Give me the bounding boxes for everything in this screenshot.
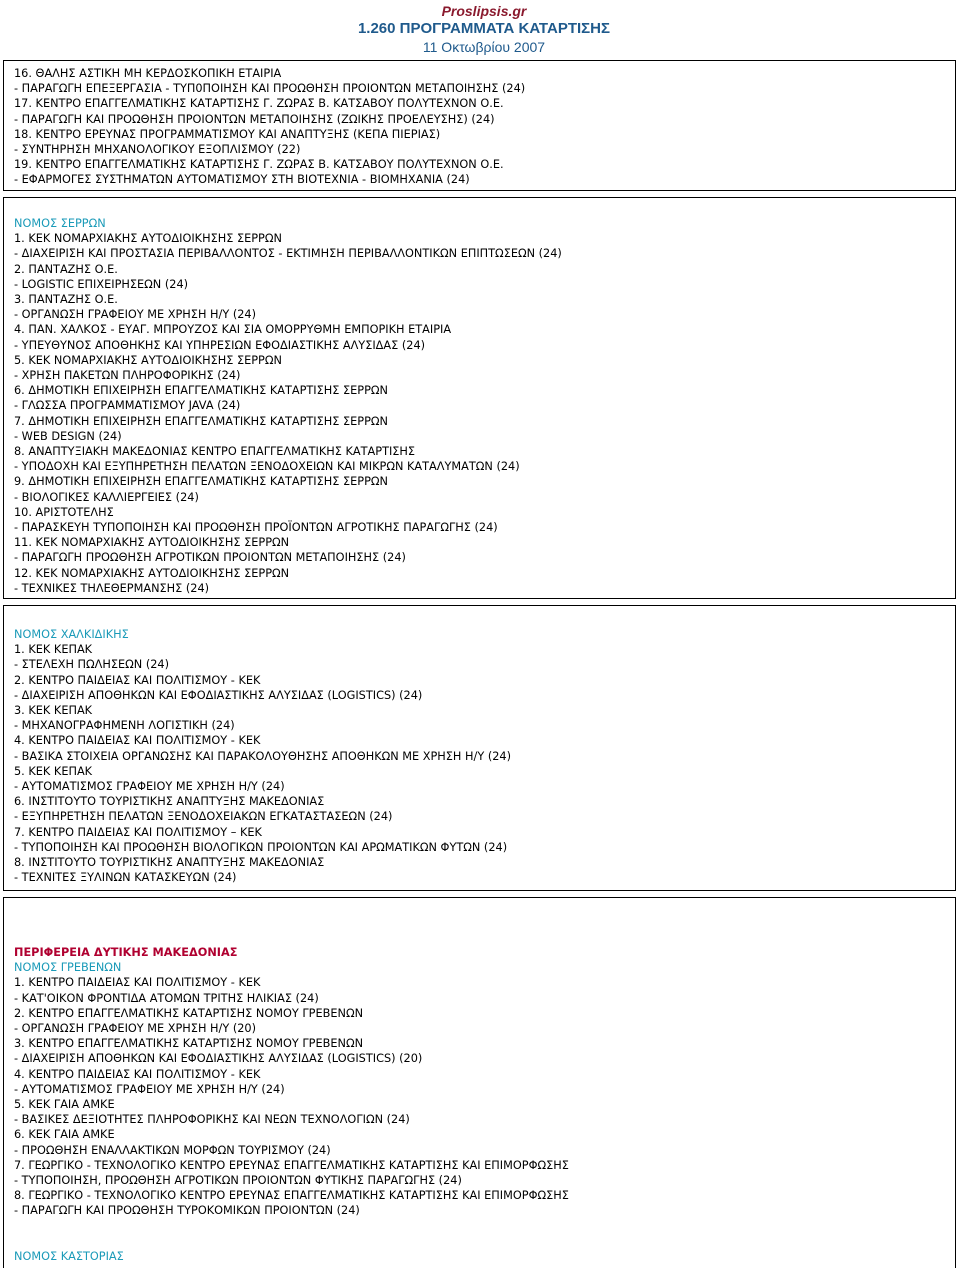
list-item: - ΠΑΡΑΓΩΓΗ ΕΠΕΞΕΡΓΑΣΙΑ - ΤΥΠ0ΠΟΙΗΣΗ ΚΑΙ ΠΡΟΩΘΗΣΗ ΠΡΟΙΟΝΤΩΝ ΜΕΤΑΠΟΙΗΣΗΣ (24) [14,82,526,96]
list-item: - ΟΡΓΑΝΩΣΗ ΓΡΑΦΕΙΟΥ ΜΕ ΧΡΗΣΗ Η/Υ (24) [14,308,257,322]
list-item: - ΕΦΑΡΜΟΓΕΣ ΣΥΣΤΗΜΑΤΩΝ ΑΥΤΟΜΑΤΙΣΜΟΥ ΣΤΗ ΒΙΟΤΕΧΝΙΑ - ΒΙΟΜΗΧΑΝΙΑ (24) [14,173,470,187]
list-item: 4. ΠΑΝ. ΧΑΛΚΟΣ - ΕΥΑΓ. ΜΠΡΟΥΖΟΣ ΚΑΙ ΣΙΑ ΟΜΟΡΡΥΘΜΗ ΕΜΠΟΡΙΚΗ ΕΤΑΙΡΙΑ [14,323,452,337]
list-item: 4. ΚΕΝΤΡΟ ΠΑΙΔΕΙΑΣ ΚΑΙ ΠΟΛΙΤΙΣΜΟΥ - ΚΕΚ [14,1067,261,1081]
list-item: - ΠΑΡΑΓΩΓΗ ΠΡΟΩΘΗΣΗ ΑΓΡΟΤΙΚΩΝ ΠΡΟΙΟΝΤΩΝ ΜΕΤΑΠΟΙΗΣΗΣ (24) [14,551,406,565]
list-item: 5. ΚΕΚ ΚΕΠΑΚ [14,764,93,778]
list-item: - ΕΞΥΠΗΡΕΤΗΣΗ ΠΕΛΑΤΩΝ ΞΕΝΟΔΟΧΕΙΑΚΩΝ ΕΓΚΑΤΑΣΤΑΣΕΩΝ (24) [14,810,393,824]
list-item: 1. ΚΕΝΤΡΟ ΠΑΙΔΕΙΑΣ ΚΑΙ ΠΟΛΙΤΙΣΜΟΥ - ΚΕΚ [14,976,261,990]
prefecture-heading-serres: ΝΟΜΟΣ ΣΕΡΡΩΝ [14,217,106,230]
list-item: 4. ΚΕΝΤΡΟ ΠΑΙΔΕΙΑΣ ΚΑΙ ΠΟΛΙΤΙΣΜΟΥ - ΚΕΚ [14,734,261,748]
list-item: 2. ΚΕΝΤΡΟ ΠΑΙΔΕΙΑΣ ΚΑΙ ΠΟΛΙΤΙΣΜΟΥ - ΚΕΚ [14,673,261,687]
section-frame-continuation [3,60,956,191]
list-item: - ΑΥΤΟΜΑΤΙΣΜΟΣ ΓΡΑΦΕΙΟΥ ΜΕ ΧΡΗΣΗ Η/Υ (24) [14,780,285,794]
list-item: - ΥΠΟΔΟΧΗ ΚΑΙ ΕΞΥΠΗΡΕΤΗΣΗ ΠΕΛΑΤΩΝ ΞΕΝΟΔΟΧΕΙΩΝ ΚΑΙ ΜΙΚΡΩΝ ΚΑΤΑΛΥΜΑΤΩΝ (24) [14,460,520,474]
list-item: - WEB DESIGN (24) [14,429,122,443]
list-item: 7. ΚΕΝΤΡΟ ΠΑΙΔΕΙΑΣ ΚΑΙ ΠΟΛΙΤΙΣΜΟΥ – ΚΕΚ [14,825,262,839]
list-item: 2. ΚΕΝΤΡΟ ΕΠΑΓΓΕΛΜΑΤΙΚΗΣ ΚΑΤΑΡΤΙΣΗΣ ΝΟΜΟΥ ΓΡΕΒΕΝΩΝ [14,1006,364,1020]
list-item: 6. ΙΝΣΤΙΤΟΥΤΟ ΤΟΥΡΙΣΤΙΚΗΣ ΑΝΑΠΤΥΞΗΣ ΜΑΚΕΔΟΝΙΑΣ [14,795,325,809]
list-item: 17. ΚΕΝΤΡΟ ΕΠΑΓΓΕΛΜΑΤΙΚΗΣ ΚΑΤΑΡΤΙΣΗΣ Γ. ΖΩΡΑΣ Β. ΚΑΤΣΑΒΟΥ ΠΟΛΥΤΕΧΝΟΝ Ο.Ε. [14,97,504,111]
list-item: 2. ΠΑΝΤΑΖΗΣ Ο.Ε. [14,262,118,276]
section-frame-serres [3,197,956,599]
list-item: - ΤΕΧΝΙΚΕΣ ΤΗΛΕΘΕΡΜΑΝΣΗΣ (24) [14,581,210,595]
list-item: - ΠΑΡΑΣΚΕΥΗ ΤΥΠΟΠΟΙΗΣΗ ΚΑΙ ΠΡΟΩΘΗΣΗ ΠΡΟΪΟΝΤΩΝ ΑΓΡΟΤΙΚΗΣ ΠΑΡΑΓΩΓΗΣ (24) [14,521,498,535]
list-item: 19. ΚΕΝΤΡΟ ΕΠΑΓΓΕΛΜΑΤΙΚΗΣ ΚΑΤΑΡΤΙΣΗΣ Γ. ΖΩΡΑΣ Β. ΚΑΤΣΑΒΟΥ ΠΟΛΥΤΕΧΝΟΝ Ο.Ε. [14,158,504,172]
list-item: 5. ΚΕΚ ΝΟΜΑΡΧΙΑΚΗΣ ΑΥΤΟΔΙΟΙΚΗΣΗΣ ΣΕΡΡΩΝ [14,353,282,367]
list-item: - ΔΙΑΧΕΙΡΙΣΗ ΑΠΟΘΗΚΩΝ ΚΑΙ ΕΦΟΔΙΑΣΤΙΚΗΣ ΑΛΥΣΙΔΑΣ (LOGISTICS) (20) [14,1052,423,1066]
list-item: - ΒΙΟΛΟΓΙΚΕΣ ΚΑΛΛΙΕΡΓΕΙΕΣ (24) [14,490,199,504]
list-item: - ΧΡΗΣΗ ΠΑΚΕΤΩΝ ΠΛΗΡΟΦΟΡΙΚΗΣ (24) [14,369,241,383]
list-item: 11. ΚΕΚ ΝΟΜΑΡΧΙΑΚΗΣ ΑΥΤΟΔΙΟΙΚΗΣΗΣ ΣΕΡΡΩΝ [14,536,290,550]
list-item: 5. ΚΕΚ ΓΑΙΑ ΑΜΚΕ [14,1098,115,1112]
list-item: 9. ΔΗΜΟΤΙΚΗ ΕΠΙΧΕΙΡΗΣΗ ΕΠΑΓΓΕΛΜΑΤΙΚΗΣ ΚΑΤΑΡΤΙΣΗΣ ΣΕΡΡΩΝ [14,475,388,489]
serres-list [14,231,949,596]
list-item: 8. ΑΝΑΠΤΥΞΙΑΚΗ ΜΑΚΕΔΟΝΙΑΣ ΚΕΝΤΡΟ ΕΠΑΓΓΕΛΜΑΤΙΚΗΣ ΚΑΤΑΡΤΙΣΗΣ [14,445,416,459]
list-item: 8. ΓΕΩΡΓΙΚΟ - ΤΕΧΝΟΛΟΓΙΚΟ ΚΕΝΤΡΟ ΕΡΕΥΝΑΣ ΕΠΑΓΓΕΛΜΑΤΙΚΗΣ ΚΑΤΑΡΤΙΣΗΣ ΚΑΙ ΕΠΙΜΟΡΦΩΣΗΣ [14,1189,569,1203]
list-item: 1. ΚΕΚ ΚΕΠΑΚ [14,643,93,657]
list-item: 1. ΚΕΚ ΝΟΜΑΡΧΙΑΚΗΣ ΑΥΤΟΔΙΟΙΚΗΣΗΣ ΣΕΡΡΩΝ [14,232,282,246]
west-macedonia-section [14,945,949,1264]
chalkidiki-section [14,627,949,885]
list-item: - ΔΙΑΧΕΙΡΙΣΗ ΑΠΟΘΗΚΩΝ ΚΑΙ ΕΦΟΔΙΑΣΤΙΚΗΣ ΑΛΥΣΙΔΑΣ (LOGISTICS) (24) [14,688,423,702]
page-header [358,3,610,56]
site-name: Proslipsis.gr [441,3,527,19]
list-item: - ΜΗΧΑΝΟΓΡΑΦΗΜΕΝΗ ΛΟΓΙΣΤΙΚΗ (24) [14,719,235,733]
serres-section [14,216,949,596]
list-item: 18. ΚΕΝΤΡΟ ΕΡΕΥΝΑΣ ΠΡΟΓΡΑΜΜΑΤΙΣΜΟΥ ΚΑΙ ΑΝΑΠΤΥΞΗΣ (ΚΕΠΑ ΠΙΕΡΙΑΣ) [14,127,441,141]
grevena-list [14,975,949,1218]
list-item: 7. ΔΗΜΟΤΙΚΗ ΕΠΙΧΕΙΡΗΣΗ ΕΠΑΓΓΕΛΜΑΤΙΚΗΣ ΚΑΤΑΡΤΙΣΗΣ ΣΕΡΡΩΝ [14,414,388,428]
list-item: - ΤΥΠΟΠΟΙΗΣΗ, ΠΡΟΩΘΗΣΗ ΑΓΡΟΤΙΚΩΝ ΠΡΟΙΟΝΤΩΝ ΦΥΤΙΚΗΣ ΠΑΡΑΓΩΓΗΣ (24) [14,1174,462,1188]
list-item: - ΒΑΣΙΚΕΣ ΔΕΞΙΟΤΗΤΕΣ ΠΛΗΡΟΦΟΡΙΚΗΣ ΚΑΙ ΝΕΩΝ ΤΕΧΝΟΛΟΓΙΩΝ (24) [14,1113,410,1127]
list-item: 6. ΔΗΜΟΤΙΚΗ ΕΠΙΧΕΙΡΗΣΗ ΕΠΑΓΓΕΛΜΑΤΙΚΗΣ ΚΑΤΑΡΤΙΣΗΣ ΣΕΡΡΩΝ [14,384,388,398]
section-frame-west-macedonia [3,897,956,1268]
list-item: 3. ΚΕΚ ΚΕΠΑΚ [14,704,93,718]
continuation-list [14,66,949,188]
chalkidiki-list [14,642,949,885]
list-item: 6. ΚΕΚ ΓΑΙΑ ΑΜΚΕ [14,1128,115,1142]
list-item: 12. ΚΕΚ ΝΟΜΑΡΧΙΑΚΗΣ ΑΥΤΟΔΙΟΙΚΗΣΗΣ ΣΕΡΡΩΝ [14,566,290,580]
prefecture-heading-chalkidiki: ΝΟΜΟΣ ΧΑΛΚΙΔΙΚΗΣ [14,628,129,641]
list-item: - ΤΥΠΟΠΟΙΗΣΗ ΚΑΙ ΠΡΟΩΘΗΣΗ ΒΙΟΛΟΓΙΚΩΝ ΠΡΟΙΟΝΤΩΝ ΚΑΙ ΑΡΩΜΑΤΙΚΩΝ ΦΥΤΩΝ (24) [14,840,508,854]
list-item: - ΤΕΧΝΙΤΕΣ ΞΥΛΙΝΩΝ ΚΑΤΑΣΚΕΥΩΝ (24) [14,871,237,885]
document-title: 1.260 ΠΡΟΓΡΑΜΜΑΤΑ ΚΑΤΑΡΤΙΣΗΣ [357,20,610,37]
list-item: 7. ΓΕΩΡΓΙΚΟ - ΤΕΧΝΟΛΟΓΙΚΟ ΚΕΝΤΡΟ ΕΡΕΥΝΑΣ ΕΠΑΓΓΕΛΜΑΤΙΚΗΣ ΚΑΤΑΡΤΙΣΗΣ ΚΑΙ ΕΠΙΜΟΡΦΩΣΗΣ [14,1158,569,1172]
list-item: - ΥΠΕΥΘΥΝΟΣ ΑΠΟΘΗΚΗΣ ΚΑΙ ΥΠΗΡΕΣΙΩΝ ΕΦΟΔΙΑΣΤΙΚΗΣ ΑΛΥΣΙΔΑΣ (24) [14,338,426,352]
list-item: 8. ΙΝΣΤΙΤΟΥΤΟ ΤΟΥΡΙΣΤΙΚΗΣ ΑΝΑΠΤΥΞΗΣ ΜΑΚΕΔΟΝΙΑΣ [14,856,325,870]
list-item: 3. ΠΑΝΤΑΖΗΣ Ο.Ε. [14,293,118,307]
prefecture-heading-kastoria: ΝΟΜΟΣ ΚΑΣΤΟΡΙΑΣ [14,1249,124,1263]
region-heading: ΠΕΡΙΦΕΡΕΙΑ ΔΥΤΙΚΗΣ ΜΑΚΕΔΟΝΙΑΣ [14,946,238,959]
document-date: 11 Οκτωβρίου 2007 [422,39,546,55]
list-item: - ΣΤΕΛΕΧΗ ΠΩΛΗΣΕΩΝ (24) [14,658,170,672]
list-item: - ΒΑΣΙΚΑ ΣΤΟΙΧΕΙΑ ΟΡΓΑΝΩΣΗΣ ΚΑΙ ΠΑΡΑΚΟΛΟΥΘΗΣΗΣ ΑΠΟΘΗΚΩΝ ΜΕ ΧΡΗΣΗ Η/Υ (24) [14,749,512,763]
list-item: - ΑΥΤΟΜΑΤΙΣΜΟΣ ΓΡΑΦΕΙΟΥ ΜΕ ΧΡΗΣΗ Η/Υ (24) [14,1082,285,1096]
list-item: 3. ΚΕΝΤΡΟ ΕΠΑΓΓΕΛΜΑΤΙΚΗΣ ΚΑΤΑΡΤΙΣΗΣ ΝΟΜΟΥ ΓΡΕΒΕΝΩΝ [14,1037,364,1051]
spacer [14,1219,949,1249]
list-item: - ΠΑΡΑΓΩΓΗ ΚΑΙ ΠΡΟΩΘΗΣΗ ΤΥΡΟΚΟΜΙΚΩΝ ΠΡΟΙΟΝΤΩΝ (24) [14,1204,360,1218]
list-item: - ΣΥΝΤΗΡΗΣΗ ΜΗΧΑΝΟΛΟΓΙΚΟΥ ΕΞΟΠΛΙΣΜΟΥ (22) [14,143,301,157]
list-item: - ΠΑΡΑΓΩΓΗ ΚΑΙ ΠΡΟΩΘΗΣΗ ΠΡΟΙΟΝΤΩΝ ΜΕΤΑΠΟΙΗΣΗΣ (ΖΩΙΚΗΣ ΠΡΟΕΛΕΥΣΗΣ) (24) [14,112,495,126]
prefecture-heading-grevena: ΝΟΜΟΣ ΓΡΕΒΕΝΩΝ [14,961,122,975]
list-item: 16. ΘΑΛΗΣ ΑΣΤΙΚΗ ΜΗ ΚΕΡΔΟΣΚΟΠΙΚΗ ΕΤΑΙΡΙΑ [14,67,282,80]
section-frame-chalkidiki [3,605,956,891]
list-item: 10. ΑΡΙΣΤΟΤΕΛΗΣ [14,505,114,519]
list-item: - ΠΡΟΩΘΗΣΗ ΕΝΑΛΛΑΚΤΙΚΩΝ ΜΟΡΦΩΝ ΤΟΥΡΙΣΜΟΥ (24) [14,1143,331,1157]
list-item: - ΓΛΩΣΣΑ ΠΡΟΓΡΑΜΜΑΤΙΣΜΟΥ JAVA (24) [14,399,241,413]
list-item: - ΟΡΓΑΝΩΣΗ ΓΡΑΦΕΙΟΥ ΜΕ ΧΡΗΣΗ Η/Υ (20) [14,1022,257,1036]
list-item: - ΔΙΑΧΕΙΡΙΣΗ ΚΑΙ ΠΡΟΣΤΑΣΙΑ ΠΕΡΙΒΑΛΛΟΝΤΟΣ - ΕΚΤΙΜΗΣΗ ΠΕΡΙΒΑΛΛΟΝΤΙΚΩΝ ΕΠΙΠΤΩΣΕΩΝ (24) [14,247,562,261]
list-item: - ΚΑΤ'ΟΙΚΟΝ ΦΡΟΝΤΙΔΑ ΑΤΟΜΩΝ ΤΡΙΤΗΣ ΗΛΙΚΙΑΣ (24) [14,991,319,1005]
list-item: - LOGISTIC ΕΠΙΧΕΙΡΗΣΕΩΝ (24) [14,277,189,291]
